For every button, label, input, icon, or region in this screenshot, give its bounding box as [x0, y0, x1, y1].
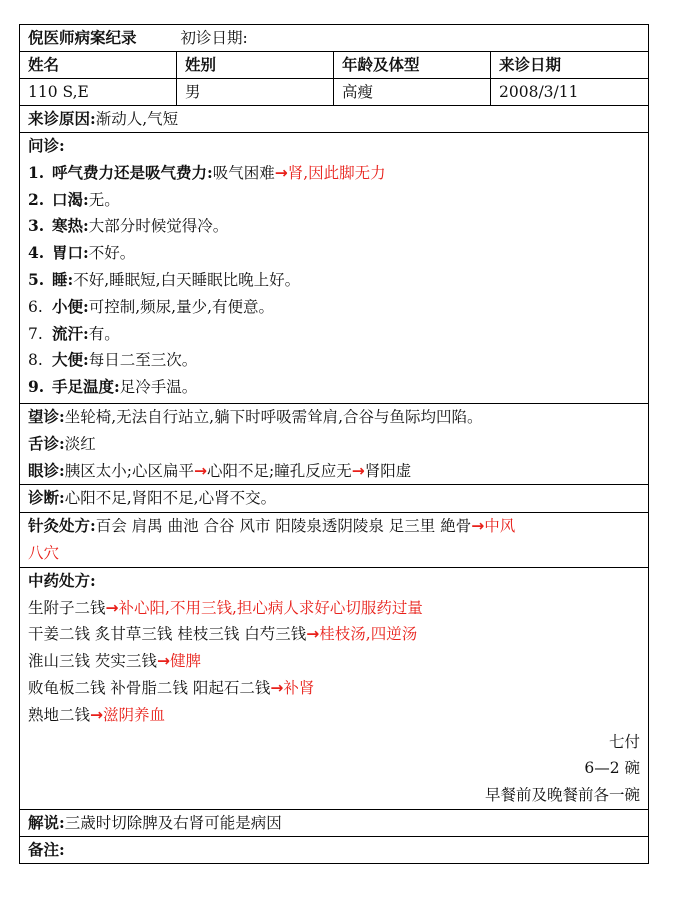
inquiry-item: 9. 手足温度:足冷手温。	[28, 377, 198, 397]
acupuncture-section: 针灸处方:百会 肩禺 曲池 合谷 风市 阳陵泉透阴陵泉 足三里 絶骨→中风 八穴	[20, 513, 648, 568]
arrow-icon: →	[274, 163, 288, 182]
herb-line: 熟地二钱→滋阴养血	[28, 705, 166, 724]
age-build-header: 年龄及体型	[334, 52, 491, 78]
patient-info-value-row	[20, 79, 648, 106]
dose-count: 七付	[608, 732, 640, 751]
age-build-value: 高瘦	[334, 79, 491, 105]
diagnosis-text: 心阳不足,肾阳不足,心肾不交。	[64, 489, 277, 508]
record-title: 倪医师病案纪录	[28, 28, 137, 47]
herb-line: 败龟板二钱 补骨脂二钱 阳起石二钱→补肾	[28, 678, 315, 697]
bowls-amount: 6—2 碗	[584, 759, 640, 778]
arrow-icon: →	[270, 678, 284, 697]
visit-date-value: 2008/3/11	[499, 83, 579, 101]
herb-line: 干姜二钱 炙甘草三钱 桂枝三钱 白芍三钱→桂枝汤,四逆汤	[28, 625, 418, 644]
acupuncture-label: 针灸处方:	[28, 516, 96, 536]
arrow-icon: →	[193, 461, 207, 480]
acupuncture-points: 百会 肩禺 曲池 合谷 风市 阳陵泉透阴陵泉 足三里 絶骨	[95, 517, 472, 536]
inquiry-label: 呼气费力还是吸气费力:	[52, 162, 213, 182]
inquiry-item: 5. 睡:不好,睡眠短,白天睡眠比晚上好。	[28, 269, 301, 289]
eye-label: 眼诊:	[28, 460, 65, 480]
name-value: 110 S,E	[20, 79, 177, 105]
record-header-row	[20, 25, 648, 52]
herb-line: 生附子二钱→补心阳,不用三钱,担心病人求好心切服药过量	[28, 598, 423, 617]
inquiry-title: 问诊:	[28, 136, 65, 155]
inquiry-item: 2. 口渴:无。	[28, 189, 120, 209]
first-visit-date-label: 初诊日期:	[180, 29, 248, 47]
arrow-icon: →	[90, 705, 104, 724]
inquiry-item: 8. 大便:每日二至三次。	[28, 350, 198, 370]
inquiry-section	[20, 133, 648, 404]
inquiry-item: 3. 寒热:大部分时候觉得冷。	[28, 216, 229, 236]
arrow-icon: →	[105, 598, 119, 617]
arrow-icon: →	[306, 625, 320, 644]
arrow-icon: →	[156, 652, 170, 671]
look-label: 望诊:	[28, 406, 65, 426]
reason-row	[20, 106, 648, 133]
explanation-label: 解说:	[28, 812, 65, 832]
arrow-icon: →	[471, 517, 485, 536]
inquiry-item: 1. 呼气费力还是吸气费力:吸气困难→肾,因此脚无力	[28, 162, 386, 182]
look-text: 坐轮椅,无法自行站立,躺下时呼吸需耸肩,合谷与鱼际均凹陷。	[64, 407, 483, 426]
reason-text: 渐动人,气短	[95, 110, 179, 128]
name-header: 姓名	[20, 52, 177, 78]
patient-info-header-row	[20, 52, 648, 79]
gender-header: 姓别	[177, 52, 334, 78]
observation-section: 望诊:坐轮椅,无法自行站立,躺下时呼吸需耸肩,合谷与鱼际均凹陷。 舌诊:淡红 眼诊:胰区太小;心区扁平→心阳不足;瞳孔反应无→肾阳虚	[20, 404, 648, 485]
explanation-row	[20, 810, 648, 837]
tongue-label: 舌诊:	[28, 433, 65, 453]
visit-date-header: 来诊日期	[499, 55, 562, 74]
herb-line: 淮山三钱 芡实三钱→健脾	[28, 652, 201, 671]
diagnosis-row	[20, 485, 648, 513]
medical-record-form	[19, 24, 649, 864]
inquiry-note: 肾,因此脚无力	[287, 163, 386, 182]
explanation-text: 三歳时切除脾及右肾可能是病因	[64, 813, 282, 832]
remarks-row	[20, 837, 648, 863]
herbs-label: 中药处方:	[28, 570, 96, 590]
dosage-timing: 早餐前及晚餐前各一碗	[484, 786, 640, 805]
inquiry-item: 7. 流汗:有。	[28, 323, 120, 343]
diagnosis-label: 诊断:	[28, 488, 65, 508]
inquiry-item: 4. 胃口:不好。	[28, 243, 136, 263]
herbal-prescription-section	[20, 568, 648, 810]
tongue-text: 淡红	[64, 434, 96, 453]
remarks-label: 备注:	[28, 839, 65, 859]
inquiry-item: 6. 小便:可控制,频尿,量少,有便意。	[28, 296, 275, 316]
arrow-icon: →	[351, 461, 365, 480]
gender-value: 男	[177, 79, 334, 105]
reason-label: 来诊原因:	[28, 109, 96, 128]
